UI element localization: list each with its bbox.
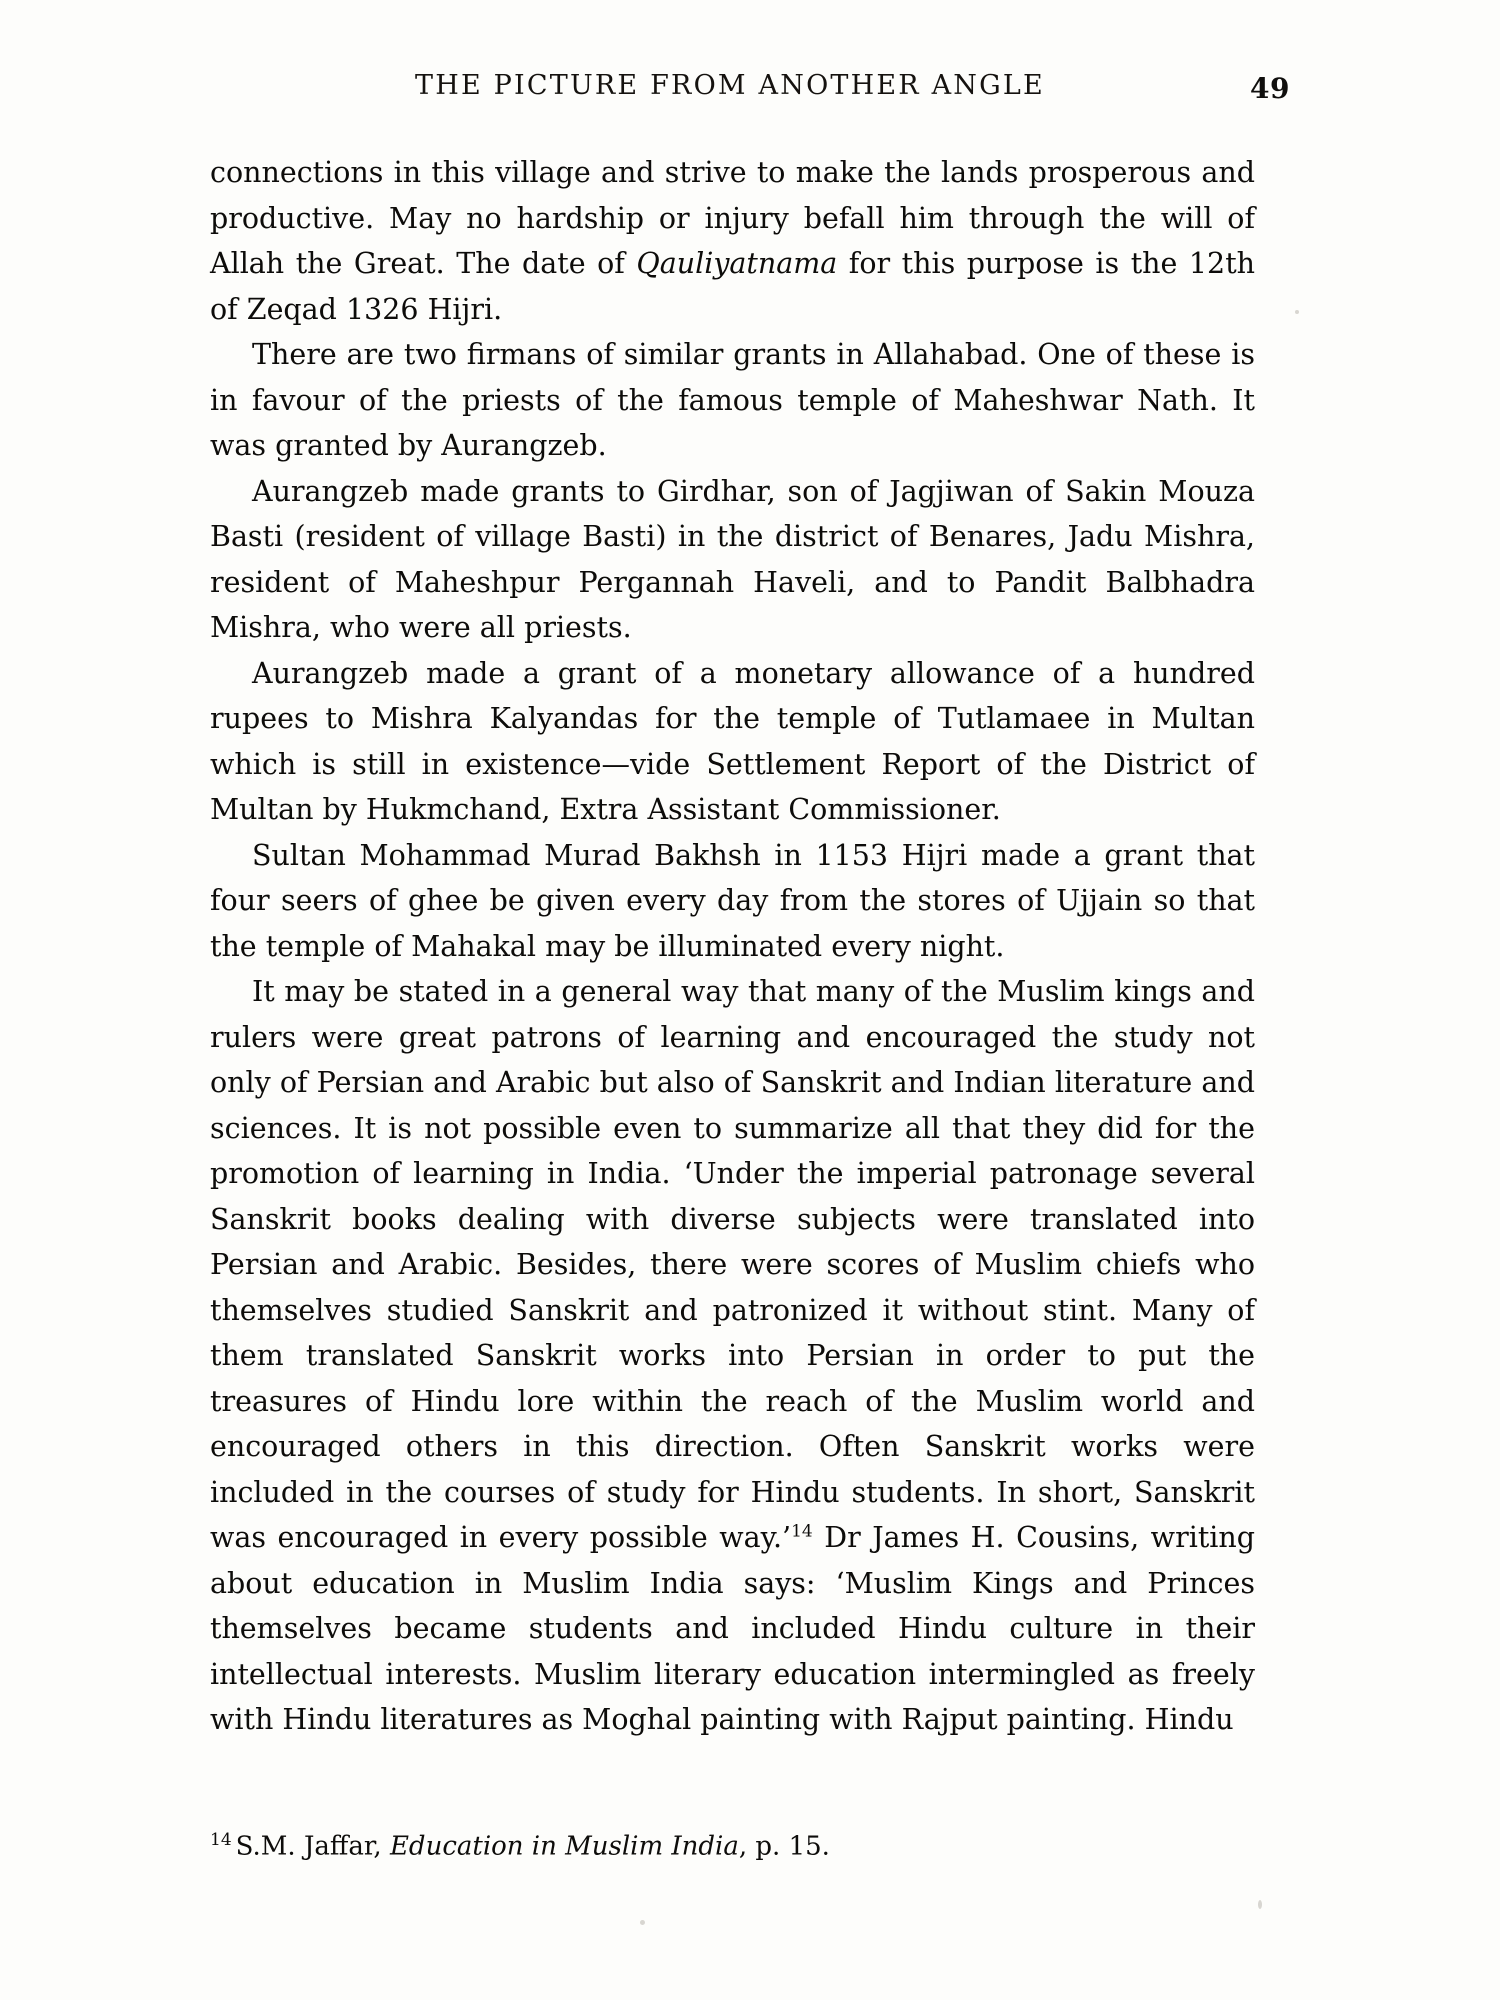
text-run: for this purpose is the 12th of Zeqad 1326 Hijri.: [210, 247, 1255, 326]
page-content: [210, 70, 1290, 1743]
italic-term: Qauliyatnama: [636, 247, 838, 280]
running-head: [210, 70, 1290, 116]
footnote-title: Education in Muslim India: [389, 1831, 739, 1862]
page-number: 49: [1250, 72, 1290, 105]
footnote-prefix: S.M. Jaffar,: [235, 1831, 390, 1862]
scan-speck: [1295, 310, 1299, 314]
body-paragraph: [210, 651, 1255, 833]
text-run: There are two firmans of similar grants in Allahabad. One of these is in favour of the priests of the famous temple of Maheshwar Nath. It was granted by Aurangzeb.: [210, 338, 1255, 462]
body-paragraph: [210, 150, 1255, 332]
body-paragraph: [210, 969, 1255, 1743]
text-run: Sultan Mohammad Murad Bakhsh in 1153 Hijri made a grant that four seers of ghee be given every day from the stores of Ujjain so that the temple of Mahakal may be illuminated every night.: [210, 838, 1255, 963]
footnote: [210, 1820, 1255, 1867]
footnote-reference: 14: [791, 1521, 813, 1542]
footnote-suffix: , p. 15.: [738, 1831, 830, 1862]
body-paragraph: [210, 833, 1255, 970]
footnote-area: [210, 1820, 1255, 1867]
body-paragraph: [210, 332, 1255, 469]
text-run: Aurangzeb made grants to Girdhar, son of Jagjiwan of Sakin Mouza Basti (resident of village Basti) in the district of Benares, Jadu Mishra, resident of Maheshpur Pergannah Haveli, and to Pandit Balbhadra Mishra, who were all priests.: [210, 474, 1255, 644]
body-paragraph: [210, 469, 1255, 651]
footnote-marker: 14: [210, 1830, 232, 1850]
body-text: [210, 150, 1255, 1743]
text-run: Dr James H. Cousins, writing about education in Muslim India says: ‘Muslim Kings and Princes themselves became students and included Hindu culture in their intellectual interests. Muslim literary education intermingled as freely with Hindu literatures as Moghal painting with Rajput painting. Hindu: [210, 1521, 1255, 1736]
text-run: It may be stated in a general way that many of the Muslim kings and rulers were great patrons of learning and encouraged the study not only of Persian and Arabic but also of Sanskrit and Indian literature and sciences. It is not possible even to summarize all that they did for the promotion of learning in India. ‘Under the imperial patronage several Sanskrit books dealing with diverse subjects were translated into Persian and Arabic. Besides, there were scores of Muslim chiefs who themselves studied Sanskrit and patronized it without stint. Many of them translated Sanskrit works into Persian in order to put the treasures of Hindu lore within the reach of the Muslim world and encouraged others in this direction. Often Sanskrit works were included in the courses of study for Hindu students. In short, Sanskrit was encouraged in every possible way.’: [210, 975, 1255, 1554]
text-run: connections in this village and strive to make the lands prosperous and productive. May no hardship or injury befall him through the will of Allah the Great. The date of: [210, 156, 1255, 280]
running-head-title: THE PICTURE FROM ANOTHER ANGLE: [415, 70, 1045, 101]
scan-speck: [640, 1920, 645, 1925]
scan-speck: [1258, 1900, 1262, 1909]
text-run: Aurangzeb made a grant of a monetary allowance of a hundred rupees to Mishra Kalyandas for the temple of Tutlamaee in Multan which is still in existence—vide Settlement Report of the District of Multan by Hukmchand, Extra Assistant Commissioner.: [210, 656, 1255, 826]
